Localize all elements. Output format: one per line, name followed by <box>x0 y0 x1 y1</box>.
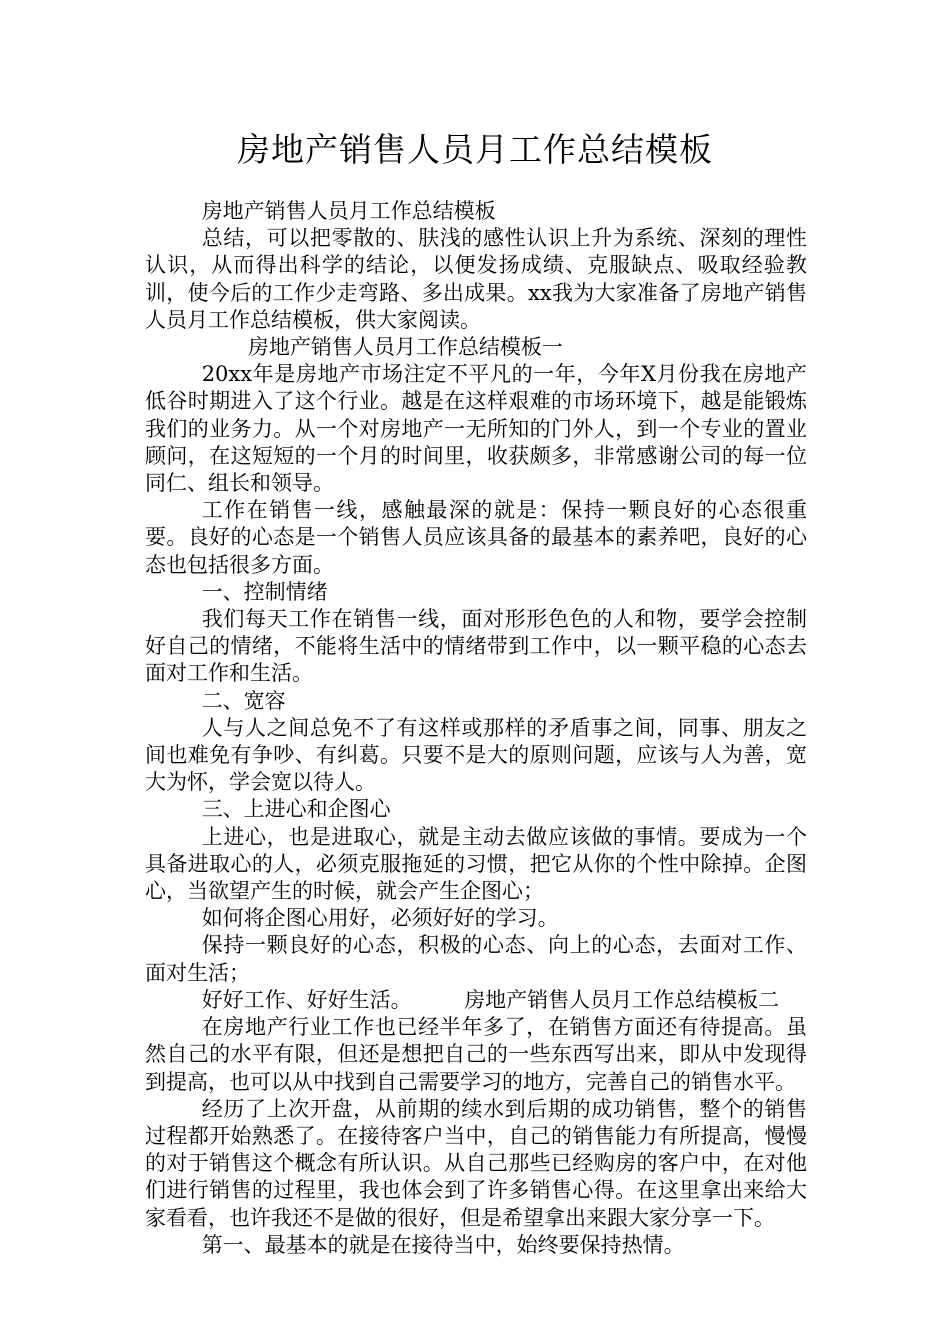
paragraph: 20xx年是房地产市场注定不平凡的一年，今年X月份我在房地产低谷时期进入了这个行业。越是在这样艰难的市场环境下，越是能锻炼我们的业务力。从一个对房地产一无所知的门外人，到一个专业的置业顾问，在这短短的一个月的时间里，收获颇多，非常感谢公司的每一位同仁、组长和领导。 <box>145 362 807 496</box>
document-title: 房地产销售人员月工作总结模板 <box>237 130 713 169</box>
paragraph: 上进心，也是进取心，就是主动去做应该做的事情。要成为一个具备进取心的人，必须克服拖延的习惯，把它从你的个性中除掉。企图心，当欲望产生的时候，就会产生企图心； <box>145 824 807 904</box>
document-body <box>145 198 807 1259</box>
section-heading-template-two: 房地产销售人员月工作总结模板二 <box>464 987 780 1012</box>
intro-paragraph: 总结，可以把零散的、肤浅的感性认识上升为系统、深刻的理性认识，从而得出科学的结论，以便发扬成绩、克服缺点、吸取经验教训，使今后的工作少走弯路、多出成果。xx我为大家准备了房地产销售人员月工作总结模板，供大家阅读。 <box>145 226 807 332</box>
subheading-tolerance: 二、宽容 <box>201 688 286 713</box>
paragraph: 第一、最基本的就是在接待当中，始终要保持热情。 <box>201 1232 685 1257</box>
paragraph: 保持一颗良好的心态，积极的心态、向上的心态，去面对工作、面对生活； <box>145 933 807 985</box>
paragraph: 工作在销售一线，感触最深的就是：保持一颗良好的心态很重要。良好的心态是一个销售人员应该具备的最基本的素养吧，良好的心态也包括很多方面。 <box>145 498 807 577</box>
subheading-ambition: 三、上进心和企图心 <box>201 797 391 822</box>
section-heading-template-one: 房地产销售人员月工作总结模板一 <box>247 335 563 360</box>
subheading-control-emotion: 一、控制情绪 <box>201 579 328 604</box>
paragraph: 我们每天工作在销售一线，面对形形色色的人和物，要学会控制好自己的情绪，不能将生活中的情绪带到工作中，以一颗平稳的心态去面对工作和生活。 <box>145 607 807 686</box>
intro-heading: 房地产销售人员月工作总结模板 <box>201 199 496 223</box>
paragraph: 如何将企图心用好，必须好好的学习。 <box>201 906 559 931</box>
paragraph: 好好工作、好好生活。 <box>201 987 412 1012</box>
paragraph: 在房地产行业工作也已经半年多了，在销售方面还有待提高。虽然自己的水平有限，但还是想把自己的一些东西写出来，即从中发现得到提高，也可以从中找到自己需要学习的地方，完善自己的销售水平。 <box>145 1015 807 1094</box>
paragraph: 经历了上次开盘，从前期的续水到后期的成功销售，整个的销售过程都开始熟悉了。在接待客户当中，自己的销售能力有所提高，慢慢的对于销售这个概念有所认识。从自己那些已经购房的客户中，在对他们进行销售的过程里，我也体会到了许多销售心得。在这里拿出来给大家看看，也许我还不是做的很好，但是希望拿出来跟大家分享一下。 <box>145 1096 807 1230</box>
paragraph-with-section-heading <box>145 987 807 1014</box>
paragraph: 人与人之间总免不了有这样或那样的矛盾事之间，同事、朋友之间也难免有争吵、有纠葛。只要不是大的原则问题，应该与人为善，宽大为怀，学会宽以待人。 <box>145 715 807 795</box>
